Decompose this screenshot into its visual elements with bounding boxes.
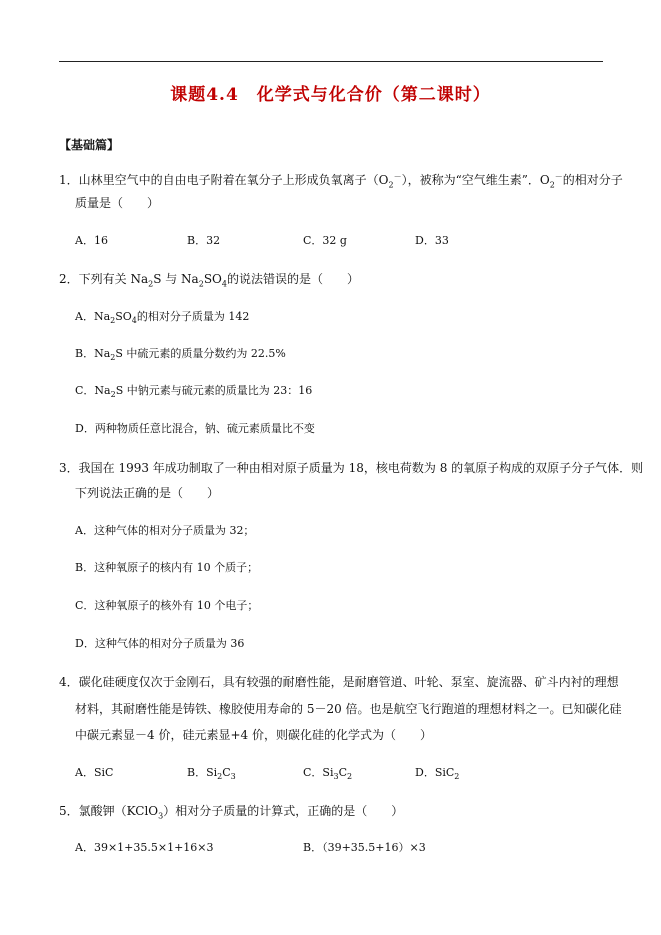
q2-option-b[interactable]: B．$Na_2S$ 中硫元素的质量分数约为 22.5% [75,347,286,363]
q2-option-d[interactable]: D．两种物质任意比混合，钠、硫元素质量比不变 [75,422,315,435]
q4-stem-line3: 中碳元素显－4 价，硅元素显+4 价，则碳化硅的化学式为（ ） [75,728,432,742]
q5-stem: 5．氯酸钾（KClO$_3$）相对分子质量的计算式，正确的是（ ） [59,804,404,821]
q3-option-d[interactable]: D．这种气体的相对分子质量为 36 [75,637,245,650]
header-rule [59,61,603,62]
q1-stem-line1: 1．山林里空气中的自由电子附着在氧分子上形成负氧离子$(O_2^-)$，被称为“空气维生素”．$O_2^-$的相对分子 [59,172,623,190]
q3-stem-line1: 3．我国在 1993 年成功制取了一种由相对原子质量为 18，核电荷数为 8 的氧原子构成的双原子分子气体．则 [59,461,644,475]
q5-option-a[interactable]: A．39×1+35.5×1+16×3 [75,841,214,854]
q4-option-d[interactable]: D．SiC$_2$ [415,766,460,782]
q3-option-b[interactable]: B．这种氧原子的核内有 10 个质子； [75,561,259,574]
q2-stem: 2．下列有关 $Na_2S$ 与 $Na_2SO_4$的说法错误的是（ ） [59,272,359,289]
page-title: 课题4.4 化学式与化合价（第二课时） [170,85,491,105]
q3-stem-line2: 下列说法正确的是（ ） [75,486,220,500]
q1-option-d[interactable]: D．33 [415,234,449,247]
q4-option-c[interactable]: C．$Si_3C_2$ [303,766,353,782]
q5-option-b[interactable]: B．（39+35.5+16）×3 [303,841,426,854]
q2-option-c[interactable]: C．$Na_2S$ 中钠元素与硫元素的质量比为 23：16 [75,384,313,400]
q1-stem-line2: 质量是（ ） [75,196,160,210]
q4-option-b[interactable]: B．$Si_2C_3$ [187,766,236,782]
q3-option-c[interactable]: C．这种氧原子的核外有 10 个电子； [75,599,259,612]
q4-stem-line2: 材料，其耐磨性能是铸铁、橡胶使用寿命的 5－20 倍。也是航空飞行跑道的理想材料之一。已知碳化硅 [75,702,622,716]
q2-option-a[interactable]: A．$Na_2SO_4$的相对分子质量为 142 [75,310,250,326]
q1-option-b[interactable]: B．32 [187,234,221,247]
q1-option-a[interactable]: A．16 [75,234,108,247]
q4-option-a[interactable]: A．SiC [75,766,114,779]
section-heading: 【基础篇】 [59,138,120,152]
q4-stem-line1: 4．碳化硅硬度仅次于金刚石，具有较强的耐磨性能，是耐磨管道、叶轮、泵室、旋流器、矿斗内衬的理想 [59,675,619,689]
q3-option-a[interactable]: A．这种气体的相对分子质量为 32； [75,524,255,537]
q1-option-c[interactable]: C．32 g [303,234,347,247]
